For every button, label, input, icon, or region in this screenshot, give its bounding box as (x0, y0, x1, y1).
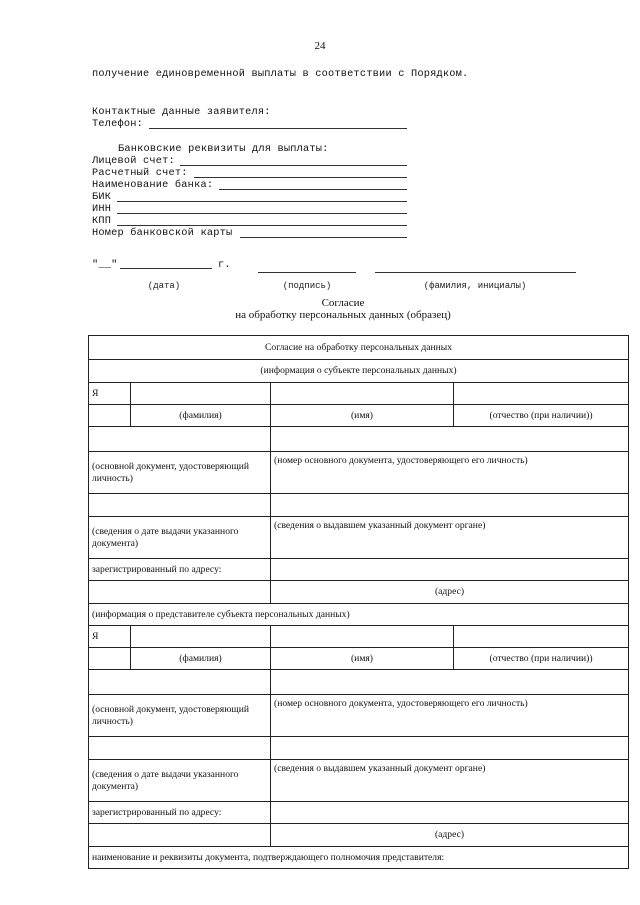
table-header: Согласие на обработку персональных данных (89, 336, 629, 360)
patronymic-caption: (отчество (при наличии)) (454, 648, 629, 670)
bank-field-label: Наименование банка: (92, 179, 214, 191)
page-number: 24 (314, 40, 326, 52)
main-doc-number-caption: (номер основного документа, удостоверяющего его личность) (271, 695, 629, 737)
consent-title: Согласие (321, 297, 365, 309)
name-caption: (имя) (271, 405, 454, 427)
full-name-field[interactable] (375, 272, 576, 273)
bank-field-label: Номер банковской карты (92, 227, 233, 239)
authority-doc-label: наименование и реквизиты документа, подтверждающего полномочия представителя: (89, 847, 629, 869)
card-number-field[interactable] (240, 237, 407, 238)
sign-caption: (подпись) (282, 281, 332, 291)
rep-surname-input[interactable] (131, 626, 271, 648)
surname-caption: (фамилия) (131, 648, 271, 670)
date-caption: (дата) (147, 281, 181, 291)
account-field[interactable] (180, 165, 407, 166)
registered-label: зарегистрированный по адресу: (89, 559, 271, 581)
rep-issue-date-input[interactable] (89, 737, 271, 760)
patronymic-input[interactable] (454, 383, 629, 405)
issuer-input[interactable] (271, 494, 629, 517)
issue-date-input[interactable] (89, 494, 271, 517)
rep-registered-address-input[interactable] (271, 802, 629, 824)
ya-label: Я (89, 626, 131, 648)
issuer-caption: (сведения о выдавшем указанный документ органе) (271, 760, 629, 802)
registered-label: зарегистрированный по адресу: (89, 802, 271, 824)
bik-field[interactable] (117, 201, 407, 202)
rep-patronymic-input[interactable] (454, 626, 629, 648)
bank-field-label: БИК (92, 191, 112, 203)
main-doc-caption: (основной документ, удостоверяющий личность) (89, 695, 271, 737)
bank-field-label: КПП (92, 215, 112, 227)
settlement-account-field[interactable] (194, 177, 407, 178)
main-doc-input[interactable] (89, 427, 271, 452)
name-caption: (имя) (271, 648, 454, 670)
surname-caption: (фамилия) (131, 405, 271, 427)
kpp-field[interactable] (117, 225, 407, 226)
main-doc-caption: (основной документ, удостоверяющий личность) (89, 452, 271, 494)
inn-field[interactable] (117, 213, 407, 214)
subject-info: (информация о субъекте персональных данных) (89, 360, 629, 383)
surname-input[interactable] (131, 383, 271, 405)
intro-line: получение единовременной выплаты в соответствии с Порядком. (92, 68, 469, 80)
name-input[interactable] (271, 383, 454, 405)
patronymic-caption: (отчество (при наличии)) (454, 405, 629, 427)
consent-form-table (88, 335, 629, 869)
address-caption: (адрес) (271, 824, 629, 847)
bank-field-label: Расчетный счет: (92, 167, 188, 179)
rep-main-doc-input[interactable] (89, 670, 271, 695)
issue-date-caption: (сведения о дате выдачи указанного документа) (89, 517, 271, 559)
bank-field-label: ИНН (92, 203, 112, 215)
date-day: "__" (92, 259, 118, 271)
bank-heading: Банковские реквизиты для выплаты: (118, 143, 329, 155)
consent-subtitle: на обработку персональных данных (образец) (235, 309, 451, 321)
registered-address-input[interactable] (271, 559, 629, 581)
phone-label: Телефон: (92, 118, 144, 130)
bank-name-field[interactable] (219, 189, 407, 190)
issuer-caption: (сведения о выдавшем указанный документ органе) (271, 517, 629, 559)
address-caption: (адрес) (271, 581, 629, 604)
rep-main-doc-number-input[interactable] (271, 670, 629, 695)
name-caption: (фамилия, инициалы) (423, 281, 527, 291)
signature-field[interactable] (258, 272, 356, 273)
year-suffix: г. (218, 259, 231, 271)
rep-issuer-input[interactable] (271, 737, 629, 760)
bank-field-label: Лицевой счет: (92, 155, 175, 167)
contact-heading: Контактные данные заявителя: (92, 106, 271, 118)
representative-info: (информация о представителе субъекта персональных данных) (89, 604, 629, 626)
main-doc-number-input[interactable] (271, 427, 629, 452)
phone-field[interactable] (149, 128, 407, 129)
main-doc-number-caption: (номер основного документа, удостоверяющего его личность) (271, 452, 629, 494)
rep-name-input[interactable] (271, 626, 454, 648)
ya-label: Я (89, 383, 131, 405)
issue-date-caption: (сведения о дате выдачи указанного документа) (89, 760, 271, 802)
date-field[interactable] (120, 268, 212, 269)
